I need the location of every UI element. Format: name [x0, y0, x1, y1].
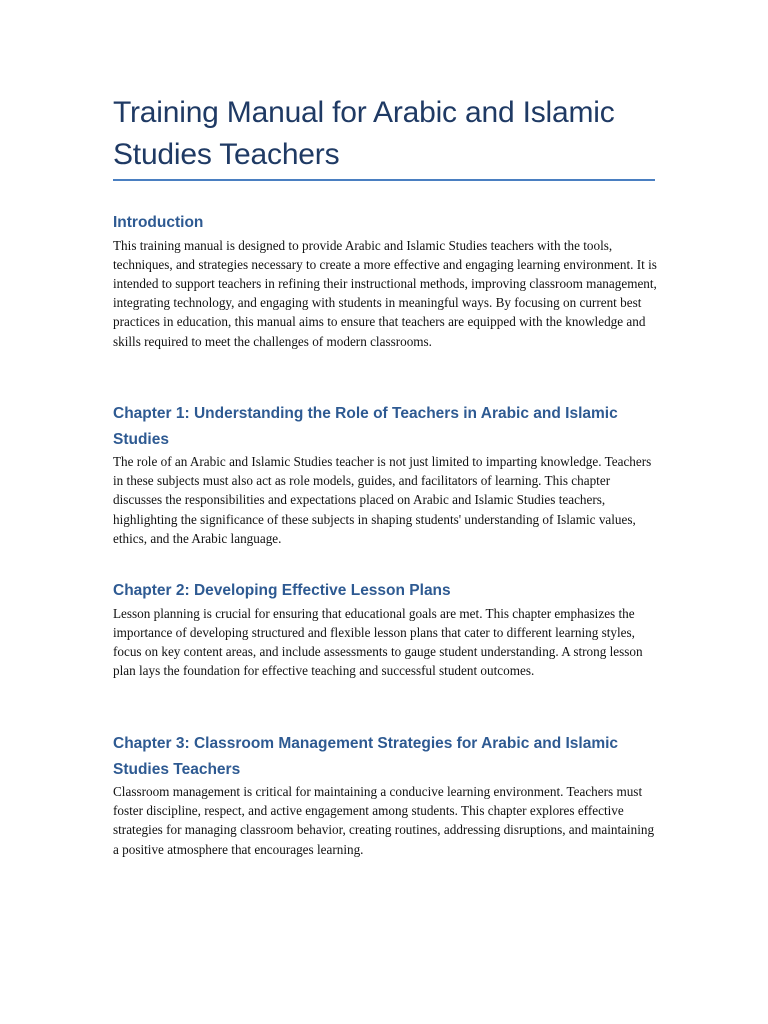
- section-body: Classroom management is critical for maintaining a conducive learning environment. Teachers must foster discipline, respect, and active engagement among students. This chapter explores effective strategies for managing classroom behavior, creating routines, addressing disruptions, and maintaining a positive atmosphere that encourages learning.: [113, 784, 655, 857]
- section-heading: Introduction: [113, 214, 204, 231]
- section-introduction: [113, 210, 658, 351]
- section-chapter-1: [113, 401, 658, 548]
- section-heading: Chapter 2: Developing Effective Lesson Plans: [113, 582, 451, 599]
- section-chapter-3: [113, 731, 658, 859]
- section-heading: Chapter 3: Classroom Management Strategies for Arabic and Islamic Studies Teachers: [113, 735, 619, 778]
- section-body: Lesson planning is crucial for ensuring that educational goals are met. This chapter emphasizes the importance of developing structured and flexible lesson plans that cater to different learning styles, focus on key content areas, and include assessments to gauge student understanding. A strong lesson plan lays the foundation for effective teaching and successful student outcomes.: [113, 605, 643, 679]
- title-divider: [113, 179, 655, 181]
- section-body: This training manual is designed to provide Arabic and Islamic Studies teachers with the tools, techniques, and strategies necessary to create a more effective and engaging learning environment. It is intended to support teachers in refining their instructional methods, improving classroom management, integrating technology, and engaging with students in meaningful ways. By focusing on current best practices in education, this manual aims to ensure that teachers are equipped with the knowledge and skills required to meet the challenges of modern classrooms.: [113, 237, 657, 349]
- section-body: The role of an Arabic and Islamic Studies teacher is not just limited to imparting knowledge. Teachers in these subjects must also act as role models, guides, and facilitators of learning. This chapter discusses the responsibilities and expectations placed on Arabic and Islamic Studies teachers, highlighting the significance of these subjects in shaping students' understanding of Islamic values, ethics, and the Arabic language.: [113, 454, 652, 546]
- document-title: Training Manual for Arabic and Islamic Studies Teachers: [113, 96, 615, 171]
- section-heading: Chapter 1: Understanding the Role of Teachers in Arabic and Islamic Studies: [113, 405, 618, 448]
- section-chapter-2: [113, 578, 658, 680]
